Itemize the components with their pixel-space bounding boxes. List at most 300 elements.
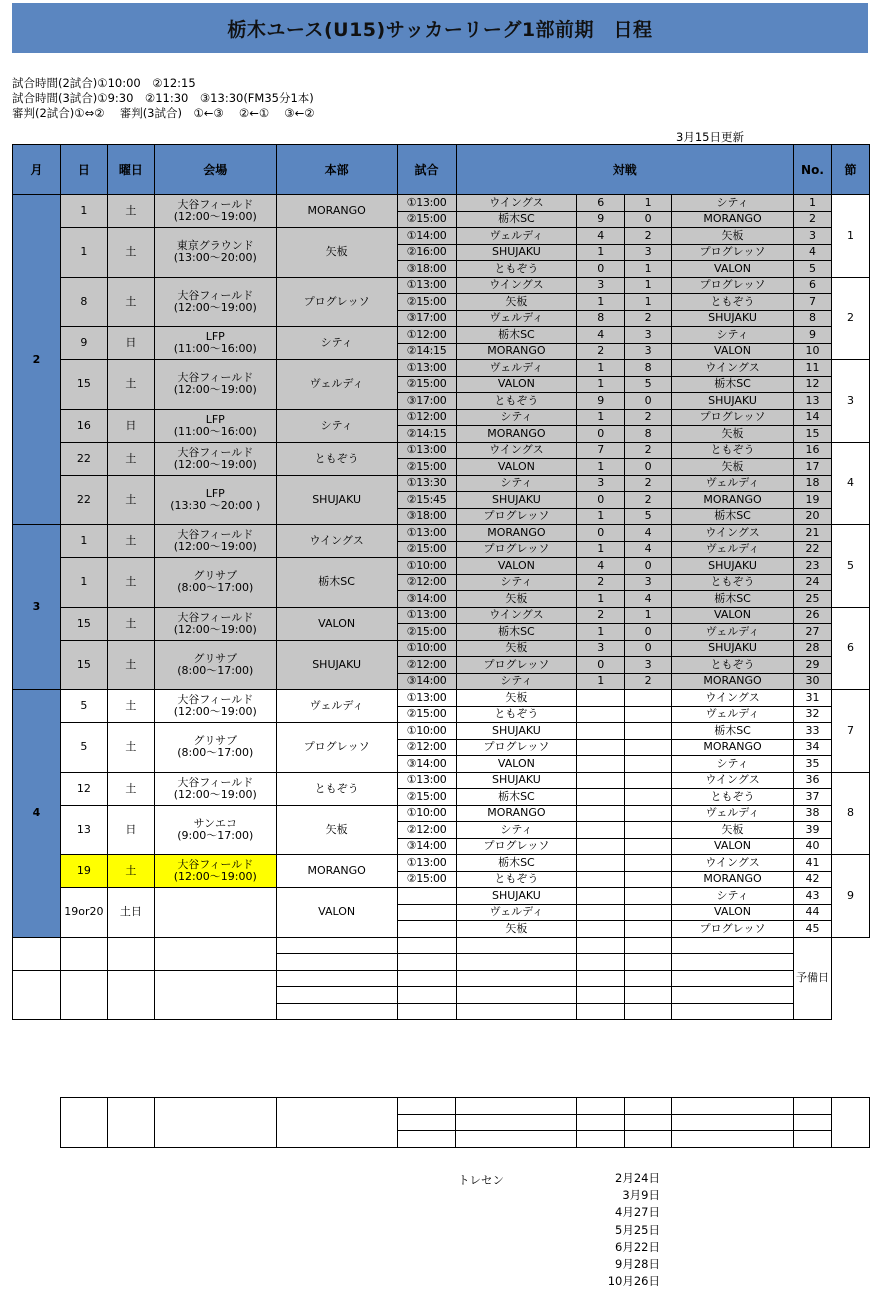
away-score-cell: 3 xyxy=(625,574,672,591)
table-row xyxy=(13,805,870,822)
venue-hours: (11:00～16:00) xyxy=(173,342,257,355)
venue-cell xyxy=(154,409,276,442)
away-score-cell: 5 xyxy=(625,508,672,525)
match-time-cell: ③18:00 xyxy=(397,261,456,278)
section-cell: 8 xyxy=(831,772,869,855)
match-time-cell xyxy=(397,904,456,921)
venue-name: 大谷フィールド xyxy=(177,445,254,459)
hq-cell: ヴェルディ xyxy=(276,690,397,723)
home-team-cell: 栃木SC xyxy=(456,624,577,641)
home-score-cell xyxy=(577,789,625,806)
match-no-cell: 13 xyxy=(793,393,831,410)
home-score-cell: 0 xyxy=(577,492,625,509)
day-cell xyxy=(13,970,61,1020)
header-section: 節 xyxy=(831,145,869,195)
away-team-cell: ヴェルディ xyxy=(672,706,794,723)
away-team-cell: 栃木SC xyxy=(672,591,794,608)
venue-hours: (12:00～19:00) xyxy=(173,383,257,397)
match-time-cell xyxy=(276,970,397,987)
home-team-cell: プログレッソ xyxy=(456,508,577,525)
venue-cell xyxy=(154,475,276,525)
away-score-cell: 1 xyxy=(625,195,672,212)
away-team-cell: ウイングス xyxy=(672,360,794,377)
section-cell: 3 xyxy=(831,360,869,443)
tresen-date: 3月9日 xyxy=(622,1188,660,1203)
away-score-cell: 2 xyxy=(625,673,672,690)
venue-cell xyxy=(154,888,276,938)
home-score-cell: 0 xyxy=(577,426,625,443)
match-no-cell xyxy=(672,987,794,1004)
away-team-cell: 矢板 xyxy=(672,822,794,839)
away-score-cell: 4 xyxy=(625,541,672,558)
venue-hours: (12:00～19:00) xyxy=(173,787,257,801)
day-cell: 19or20 xyxy=(60,888,107,938)
home-team-cell xyxy=(397,937,456,954)
match-time-cell: ③18:00 xyxy=(397,508,456,525)
away-team-cell: MORANGO xyxy=(672,673,794,690)
match-no-cell: 32 xyxy=(793,706,831,723)
tresen-date: 9月28日 xyxy=(615,1257,660,1272)
home-team-cell: SHUJAKU xyxy=(456,772,577,789)
match-no-cell: 4 xyxy=(793,244,831,261)
match-time-cell: ③14:00 xyxy=(397,591,456,608)
section-cell: 予備日 xyxy=(793,937,831,1020)
match-time-cell xyxy=(276,937,397,954)
home-score-cell xyxy=(456,1003,577,1020)
home-score-cell: 0 xyxy=(577,657,625,674)
away-score-cell: 2 xyxy=(625,228,672,245)
away-score-cell xyxy=(625,739,672,756)
home-score-cell xyxy=(577,723,625,740)
day-cell: 19 xyxy=(60,855,107,888)
venue-name: 大谷フィールド xyxy=(177,858,254,871)
home-score-cell xyxy=(456,937,577,954)
match-time-cell: ②15:00 xyxy=(397,871,456,888)
weekday-cell xyxy=(60,937,107,970)
away-score-cell xyxy=(625,921,672,938)
table-row xyxy=(13,937,870,954)
away-score-cell: 4 xyxy=(625,591,672,608)
section-cell: 2 xyxy=(831,277,869,360)
hq-cell: SHUJAKU xyxy=(276,640,397,690)
home-score-cell: 1 xyxy=(577,508,625,525)
venue-cell xyxy=(154,442,276,475)
home-team-cell: ともぞう xyxy=(456,393,577,410)
venue-name: LFP xyxy=(205,330,225,343)
match-time-cell: ①13:30 xyxy=(397,475,456,492)
referee-rules: 審判(2試合)①⇔② 審判(3試合) ①←③ ②←① ③←② xyxy=(12,106,315,120)
away-team-cell: VALON xyxy=(672,607,794,624)
home-team-cell: 矢板 xyxy=(456,690,577,707)
away-team-cell: 栃木SC xyxy=(672,376,794,393)
away-score-cell xyxy=(625,756,672,773)
match-no-cell xyxy=(672,937,794,954)
home-score-cell xyxy=(577,756,625,773)
home-score-cell xyxy=(577,690,625,707)
venue-cell xyxy=(154,723,276,773)
hq-cell: ともぞう xyxy=(276,772,397,805)
match-time-cell: ①13:00 xyxy=(397,195,456,212)
hq-cell: ヴェルディ xyxy=(276,360,397,410)
away-score-cell: 3 xyxy=(625,244,672,261)
venue-name: 大谷フィールド xyxy=(177,775,254,789)
blank-row xyxy=(61,1098,870,1115)
hq-cell: VALON xyxy=(276,888,397,938)
match-no-cell: 18 xyxy=(793,475,831,492)
match-no-cell: 22 xyxy=(793,541,831,558)
home-score-cell xyxy=(577,904,625,921)
page-title-bar xyxy=(12,3,868,53)
match-no-cell: 19 xyxy=(793,492,831,509)
match-time-cell: ②12:00 xyxy=(397,574,456,591)
home-team-cell: VALON xyxy=(456,756,577,773)
match-time-cell: ①13:00 xyxy=(397,772,456,789)
away-score-cell xyxy=(625,706,672,723)
away-team-cell: シティ xyxy=(672,888,794,905)
home-score-cell xyxy=(577,871,625,888)
home-team-cell: ウイングス xyxy=(456,442,577,459)
away-score-cell: 1 xyxy=(625,277,672,294)
day-cell: 1 xyxy=(60,525,107,558)
away-team-cell: ともぞう xyxy=(672,789,794,806)
venue-cell xyxy=(154,805,276,855)
home-score-cell: 4 xyxy=(577,327,625,344)
day-cell: 22 xyxy=(60,442,107,475)
weekday-cell: 土 xyxy=(107,855,154,888)
match-no-cell: 16 xyxy=(793,442,831,459)
hq-cell: プログレッソ xyxy=(276,723,397,773)
home-team-cell: シティ xyxy=(456,574,577,591)
schedule-table xyxy=(12,144,870,1020)
match-no-cell: 26 xyxy=(793,607,831,624)
home-score-cell xyxy=(456,987,577,1004)
venue-cell xyxy=(154,607,276,640)
away-team-cell: VALON xyxy=(672,343,794,360)
venue-cell xyxy=(154,690,276,723)
table-row xyxy=(13,723,870,740)
venue-cell xyxy=(154,327,276,360)
match-time-cell: ②15:00 xyxy=(397,459,456,476)
venue-hours: (13:00～20:00) xyxy=(173,251,257,265)
home-score-cell: 2 xyxy=(577,343,625,360)
away-team-cell: 矢板 xyxy=(672,426,794,443)
blank-cell xyxy=(672,1114,794,1131)
away-team-cell: MORANGO xyxy=(672,871,794,888)
match-no-cell: 14 xyxy=(793,409,831,426)
blank-cell xyxy=(456,1098,577,1115)
match-no-cell: 3 xyxy=(793,228,831,245)
away-score-cell: 2 xyxy=(625,310,672,327)
home-team-cell: MORANGO xyxy=(456,525,577,542)
away-score-cell xyxy=(625,855,672,872)
away-team-cell: VALON xyxy=(672,261,794,278)
venue-cell xyxy=(154,228,276,278)
day-cell: 13 xyxy=(60,805,107,855)
weekday-cell: 土 xyxy=(107,690,154,723)
venue-name: 大谷フィールド xyxy=(177,528,254,541)
hq-cell xyxy=(154,937,276,970)
venue-name: 大谷フィールド xyxy=(177,610,254,624)
home-score-cell: 1 xyxy=(577,360,625,377)
updated-date: 3月15日更新 xyxy=(676,130,744,144)
away-score-cell: 3 xyxy=(625,343,672,360)
match-time-cell: ②14:15 xyxy=(397,343,456,360)
away-team-cell: プログレッソ xyxy=(672,921,794,938)
away-team-cell: ともぞう xyxy=(672,657,794,674)
blank-cell xyxy=(625,1131,672,1148)
table-row xyxy=(13,772,870,789)
day-cell: 15 xyxy=(60,360,107,410)
blank-cell xyxy=(577,1114,625,1131)
home-team-cell: ヴェルディ xyxy=(456,904,577,921)
venue-name: 大谷フィールド xyxy=(177,288,254,302)
weekday-cell xyxy=(60,970,107,1020)
away-team-cell: SHUJAKU xyxy=(672,310,794,327)
away-team-cell: ウイングス xyxy=(672,855,794,872)
blank-cell xyxy=(107,1098,154,1148)
away-team-cell: MORANGO xyxy=(672,211,794,228)
venue-name: 大谷フィールド xyxy=(177,371,254,385)
home-score-cell: 2 xyxy=(577,607,625,624)
match-no-cell: 20 xyxy=(793,508,831,525)
venue-name: サンエコ xyxy=(193,816,237,830)
away-team-cell: SHUJAKU xyxy=(672,640,794,657)
blank-cell xyxy=(577,1098,625,1115)
match-time-cell: ②15:00 xyxy=(397,789,456,806)
weekday-cell: 土 xyxy=(107,475,154,525)
venue-hours: (12:00～19:00) xyxy=(173,300,257,314)
venue-name: LFP xyxy=(205,412,225,426)
match-time-cell: ①13:00 xyxy=(397,277,456,294)
home-team-cell: ヴェルディ xyxy=(456,310,577,327)
home-team-cell: シティ xyxy=(456,673,577,690)
tresen-date: 10月26日 xyxy=(607,1274,660,1289)
match-time-cell: ②15:00 xyxy=(397,541,456,558)
section-cell: 9 xyxy=(831,855,869,938)
match-time-cell: ②15:00 xyxy=(397,624,456,641)
home-team-cell: MORANGO xyxy=(456,805,577,822)
away-team-cell: プログレッソ xyxy=(672,409,794,426)
match-no-cell: 31 xyxy=(793,690,831,707)
home-score-cell xyxy=(577,805,625,822)
hq-cell xyxy=(154,970,276,1020)
venue-hours: (13:30 ～20:00 ) xyxy=(170,498,261,512)
venue-cell xyxy=(107,937,154,970)
away-score-cell xyxy=(577,954,625,971)
away-score-cell: 2 xyxy=(625,492,672,509)
away-score-cell: 8 xyxy=(625,360,672,377)
home-team-cell: ヴェルディ xyxy=(456,360,577,377)
match-no-cell: 39 xyxy=(793,822,831,839)
home-score-cell: 1 xyxy=(577,624,625,641)
blank-cell xyxy=(625,1098,672,1115)
match-time-cell: ③17:00 xyxy=(397,310,456,327)
hq-cell: MORANGO xyxy=(276,195,397,228)
away-score-cell: 1 xyxy=(625,294,672,311)
home-score-cell: 2 xyxy=(577,574,625,591)
away-score-cell xyxy=(625,822,672,839)
header-hq: 本部 xyxy=(276,145,397,195)
section-cell: 4 xyxy=(831,442,869,525)
weekday-cell: 土 xyxy=(107,442,154,475)
away-team-cell: シティ xyxy=(672,327,794,344)
away-team-cell: SHUJAKU xyxy=(672,393,794,410)
match-no-cell: 8 xyxy=(793,310,831,327)
blank-table xyxy=(60,1097,870,1148)
section-cell: 7 xyxy=(831,690,869,773)
header-weekday: 曜日 xyxy=(107,145,154,195)
venue-name: 大谷フィールド xyxy=(177,693,254,706)
day-cell: 8 xyxy=(60,277,107,327)
match-no-cell: 1 xyxy=(793,195,831,212)
venue-name: グリサブ xyxy=(193,734,238,748)
header-venue: 会場 xyxy=(154,145,276,195)
blank-cell xyxy=(456,1114,577,1131)
away-score-cell: 4 xyxy=(625,525,672,542)
venue-hours: (9:00～17:00) xyxy=(177,828,254,842)
home-score-cell: 1 xyxy=(577,673,625,690)
month-cell: 3 xyxy=(13,525,61,690)
away-score-cell xyxy=(577,987,625,1004)
away-score-cell: 3 xyxy=(625,327,672,344)
home-team-cell: 矢板 xyxy=(456,640,577,657)
away-score-cell xyxy=(625,904,672,921)
day-cell: 15 xyxy=(60,607,107,640)
match-time-cell: ②15:00 xyxy=(397,211,456,228)
match-time-cell: ①14:00 xyxy=(397,228,456,245)
table-row xyxy=(13,475,870,492)
home-team-cell: ウイングス xyxy=(456,195,577,212)
home-team-cell: 栃木SC xyxy=(456,855,577,872)
home-team-cell: シティ xyxy=(456,409,577,426)
away-team-cell xyxy=(625,937,672,954)
match-no-cell xyxy=(672,1003,794,1020)
match-no-cell: 6 xyxy=(793,277,831,294)
blank-cell xyxy=(456,1131,577,1148)
weekday-cell: 日 xyxy=(107,409,154,442)
match-no-cell: 17 xyxy=(793,459,831,476)
away-team-cell: 矢板 xyxy=(672,459,794,476)
day-cell: 15 xyxy=(60,640,107,690)
away-score-cell: 0 xyxy=(625,211,672,228)
away-score-cell: 5 xyxy=(625,376,672,393)
weekday-cell: 土 xyxy=(107,360,154,410)
match-no-cell: 7 xyxy=(793,294,831,311)
section-cell: 6 xyxy=(831,607,869,690)
table-row xyxy=(13,690,870,707)
away-score-cell xyxy=(577,1003,625,1020)
home-score-cell: 7 xyxy=(577,442,625,459)
home-team-cell: SHUJAKU xyxy=(456,492,577,509)
hq-cell: 矢板 xyxy=(276,805,397,855)
venue-hours: (8:00～17:00) xyxy=(177,746,254,760)
venue-cell xyxy=(154,855,276,888)
venue-hours: (12:00～19:00) xyxy=(173,622,257,636)
away-team-cell: プログレッソ xyxy=(672,244,794,261)
away-score-cell: 0 xyxy=(625,558,672,575)
away-team-cell: ともぞう xyxy=(672,294,794,311)
table-row xyxy=(13,442,870,459)
venue-name: LFP xyxy=(205,486,225,500)
home-team-cell xyxy=(397,987,456,1004)
home-score-cell xyxy=(577,706,625,723)
home-score-cell: 1 xyxy=(577,244,625,261)
match-time-2games: 試合時間(2試合)①10:00 ②12:15 xyxy=(12,76,196,90)
away-score-cell xyxy=(625,789,672,806)
match-time-cell: ②16:00 xyxy=(397,244,456,261)
match-no-cell: 24 xyxy=(793,574,831,591)
table-row xyxy=(13,228,870,245)
blank-cell xyxy=(154,1098,276,1148)
match-time-cell xyxy=(276,954,397,971)
home-team-cell: プログレッソ xyxy=(456,739,577,756)
home-team-cell: 矢板 xyxy=(456,591,577,608)
venue-hours: (11:00～16:00) xyxy=(173,424,257,438)
match-no-cell: 10 xyxy=(793,343,831,360)
header-day: 日 xyxy=(60,145,107,195)
away-score-cell: 0 xyxy=(625,624,672,641)
home-score-cell: 1 xyxy=(577,591,625,608)
home-team-cell: VALON xyxy=(456,376,577,393)
venue-hours: (12:00～19:00) xyxy=(173,540,257,553)
match-time-cell: ①13:00 xyxy=(397,360,456,377)
hq-cell: ウイングス xyxy=(276,525,397,558)
match-time-cell xyxy=(397,888,456,905)
home-team-cell: 栃木SC xyxy=(456,327,577,344)
table-row xyxy=(13,525,870,542)
away-team-cell: ヴェルディ xyxy=(672,805,794,822)
table-row xyxy=(13,970,870,987)
blank-cell xyxy=(397,1131,456,1148)
tresen-label: トレセン xyxy=(458,1173,504,1187)
match-no-cell: 45 xyxy=(793,921,831,938)
match-time-cell: ②15:00 xyxy=(397,294,456,311)
match-no-cell: 43 xyxy=(793,888,831,905)
match-time-cell: ③14:00 xyxy=(397,838,456,855)
home-team-cell: ともぞう xyxy=(456,261,577,278)
match-no-cell: 36 xyxy=(793,772,831,789)
blank-cell xyxy=(276,1098,397,1148)
home-score-cell: 4 xyxy=(577,558,625,575)
match-no-cell: 44 xyxy=(793,904,831,921)
away-score-cell: 8 xyxy=(625,426,672,443)
header-row xyxy=(13,145,870,195)
blank-cell xyxy=(794,1131,832,1148)
match-no-cell: 12 xyxy=(793,376,831,393)
venue-name: グリサブ xyxy=(193,569,238,583)
away-team-cell: シティ xyxy=(672,195,794,212)
home-team-cell: VALON xyxy=(456,459,577,476)
home-score-cell xyxy=(577,822,625,839)
away-team-cell: MORANGO xyxy=(672,739,794,756)
match-no-cell: 5 xyxy=(793,261,831,278)
away-score-cell xyxy=(625,838,672,855)
weekday-cell: 土 xyxy=(107,228,154,278)
away-team-cell: 栃木SC xyxy=(672,508,794,525)
home-team-cell: プログレッソ xyxy=(456,838,577,855)
home-team-cell: シティ xyxy=(456,822,577,839)
match-no-cell: 23 xyxy=(793,558,831,575)
away-score-cell: 1 xyxy=(625,261,672,278)
match-no-cell: 28 xyxy=(793,640,831,657)
away-team-cell xyxy=(625,987,672,1004)
venue-cell xyxy=(154,772,276,805)
match-time-cell: ②12:00 xyxy=(397,739,456,756)
tresen-date: 6月22日 xyxy=(615,1239,660,1254)
away-team-cell: VALON xyxy=(672,838,794,855)
venue-name: 東京グラウンド xyxy=(176,239,254,253)
home-score-cell xyxy=(456,954,577,971)
